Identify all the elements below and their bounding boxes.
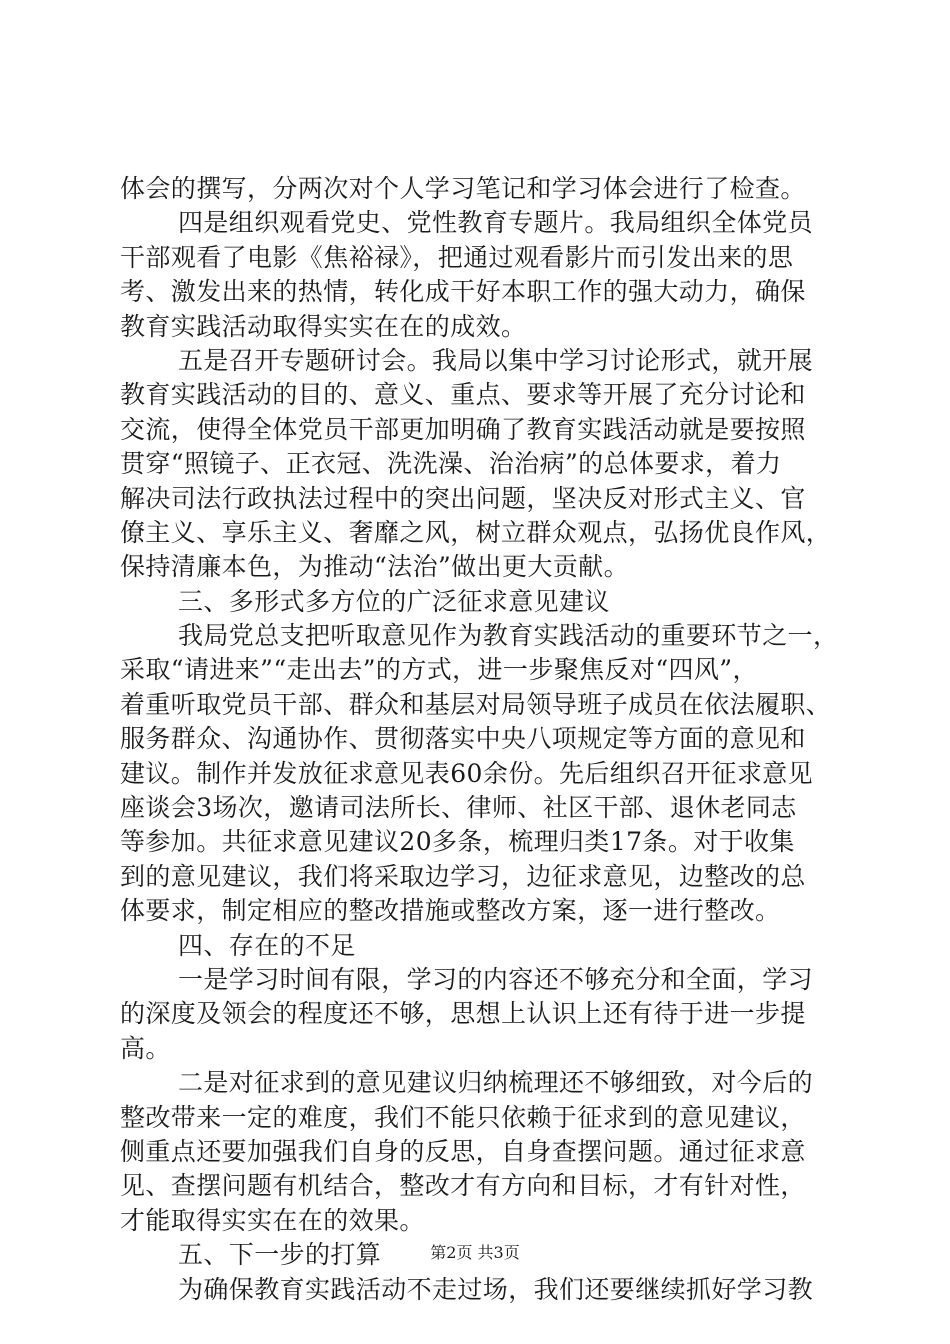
text-line: 见、查摆问题有机结合，整改才有方向和目标，才有针对性，	[120, 1171, 806, 1201]
text-line: 教育实践活动取得实实在在的成效。	[120, 311, 527, 341]
text-line: 体要求，制定相应的整改措施或整改方案，逐一进行整改。	[120, 896, 781, 926]
text-line: 为确保教育实践活动不走过场，我们还要继续抓好学习教	[178, 1274, 814, 1304]
text-line: 着重听取党员干部、群众和基层对局领导班子成员在依法履职、	[120, 689, 832, 719]
text-line: 等参加。共征求意见建议20多条，梳理归类17条。对于收集	[120, 827, 795, 857]
text-line: 高。	[120, 1033, 171, 1063]
text-line: 采取“请进来”“走出去”的方式，进一步聚焦反对“四风”，	[120, 655, 758, 685]
text-line: 贯穿“照镜子、正衣冠、洗洗澡、治治病”的总体要求，着力	[120, 449, 782, 479]
text-line: 服务群众、沟通协作、贯彻落实中央八项规定等方面的意见和	[120, 724, 806, 754]
text-line: 四、存在的不足	[178, 930, 356, 960]
page-footer: 第2页 共3页	[430, 1243, 520, 1262]
text-line: 一是学习时间有限，学习的内容还不够充分和全面，学习	[178, 964, 814, 994]
text-line: 我局党总支把听取意见作为教育实践活动的重要环节之一，	[178, 621, 839, 651]
text-line: 二是对征求到的意见建议归纳梳理还不够细致，对今后的	[178, 1068, 814, 1098]
text-line: 教育实践活动的目的、意义、重点、要求等开展了充分讨论和	[120, 380, 806, 410]
text-line: 保持清廉本色，为推动“法治”做出更大贡献。	[120, 552, 629, 582]
text-line: 的深度及领会的程度还不够，思想上认识上还有待于进一步提	[120, 999, 806, 1029]
text-line: 五是召开专题研讨会。我局以集中学习讨论形式，就开展	[178, 345, 814, 375]
text-line: 五、下一步的打算	[178, 1240, 382, 1270]
document-body	[120, 172, 839, 1307]
text-line: 座谈会3场次，邀请司法所长、律师、社区干部、退休老同志	[120, 793, 797, 823]
text-line: 三、多形式多方位的广泛征求意见建议	[178, 586, 610, 616]
text-line: 交流，使得全体党员干部更加明确了教育实践活动就是要按照	[120, 414, 806, 444]
text-line: 解决司法行政执法过程中的突出问题，坚决反对形式主义、官	[120, 483, 806, 513]
text-line: 到的意见建议，我们将采取边学习，边征求意见，边整改的总	[120, 861, 806, 891]
text-line: 建议。制作并发放征求意见表60余份。先后组织召开征求意见	[120, 758, 814, 788]
text-line: 四是组织观看党史、党性教育专题片。我局组织全体党员	[178, 208, 814, 238]
text-line: 僚主义、享乐主义、奢靡之风，树立群众观点，弘扬优良作风，	[120, 517, 832, 547]
text-line: 体会的撰写，分两次对个人学习笔记和学习体会进行了检查。	[120, 174, 806, 203]
text-line: 整改带来一定的难度，我们不能只依赖于征求到的意见建议，	[120, 1102, 806, 1132]
text-line: 侧重点还要加强我们自身的反思，自身查摆问题。通过征求意	[120, 1136, 806, 1166]
text-line: 才能取得实实在在的效果。	[120, 1205, 425, 1235]
text-line: 考、激发出来的热情，转化成干好本职工作的强大动力，确保	[120, 277, 806, 307]
text-line: 干部观看了电影《焦裕禄》，把通过观看影片而引发出来的思	[120, 242, 794, 272]
